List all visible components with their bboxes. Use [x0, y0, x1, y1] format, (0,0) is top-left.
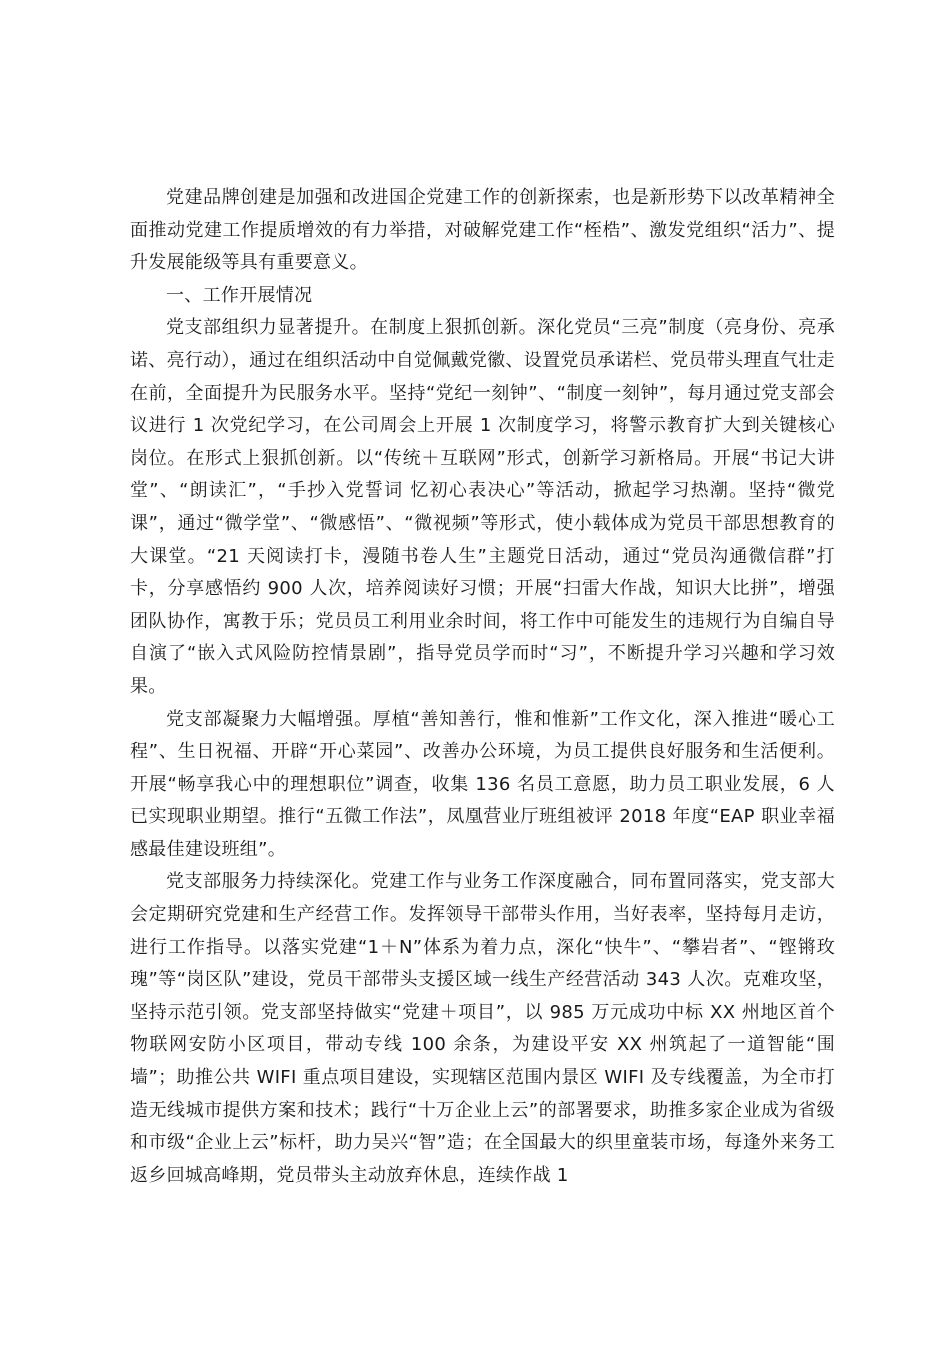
- document-body: [130, 182, 835, 1192]
- intro-paragraph: 党建品牌创建是加强和改进国企党建工作的创新探索，也是新形势下以改革精神全面推动党建工作提质增效的有力举措，对破解党建工作“桎梏”、激发党组织“活力”、提升发展能级等具有重要意义。: [130, 187, 835, 274]
- cohesion-paragraph: 党支部凝聚力大幅增强。厚植“善知善行，惟和惟新”工作文化，深入推进“暖心工程”、生日祝福、开辟“开心菜园”、改善办公环境，为员工提供良好服务和生活便利。开展“畅享我心中的理想职位”调查，收集 136 名员工意愿，助力员工职业发展，6 人已实现职业期望。推行“五微工作法”，凤凰营业厅班组被评 2018 年度“EAP 职业幸福感最佳建设班组”。: [130, 708, 835, 860]
- service-paragraph: 党支部服务力持续深化。党建工作与业务工作深度融合，同布置同落实，党支部大会定期研究党建和生产经营工作。发挥领导干部带头作用，当好表率，坚持每月走访，进行工作指导。以落实党建“1＋N”体系为着力点，深化“快牛”、“攀岩者”、“铿锵玫瑰”等“岗区队”建设，党员干部带头支援区域一线生产经营活动 343 人次。克难攻坚，坚持示范引领。党支部坚持做实“党建＋项目”，以 985 万元成功中标 XX 州地区首个物联网安防小区项目，带动专线 100 余条，为建设平安 XX 州筑起了一道智能“围墙”；助推公共 WIFI 重点项目建设，实现辖区范围内景区 WIFI 及专线覆盖，为全市打造无线城市提供方案和技术；践行“十万企业上云”的部署要求，助推多家企业成为省级和市级“企业上云”标杆，助力吴兴“智”造；在全国最大的织里童装市场，每逢外来务工返乡回城高峰期，党员带头主动放弃休息，连续作战 1: [130, 871, 835, 1186]
- section-heading: 一、工作开展情况: [166, 284, 313, 306]
- organization-paragraph: 党支部组织力显著提升。在制度上狠抓创新。深化党员“三亮”制度（亮身份、亮承诺、亮行动），通过在组织活动中自觉佩戴党徽、设置党员承诺栏、党员带头理直气壮走在前，全面提升为民服务水平。坚持“党纪一刻钟”、“制度一刻钟”，每月通过党支部会议进行 1 次党纪学习，在公司周会上开展 1 次制度学习，将警示教育扩大到关键核心岗位。在形式上狠抓创新。以“传统＋互联网”形式，创新学习新格局。开展“书记大讲堂”、“朗读汇”，“手抄入党誓词 忆初心表决心”等活动，掀起学习热潮。坚持“微党课”，通过“微学堂”、“微感悟”、“微视频”等形式，使小载体成为党员干部思想教育的大课堂。“21 天阅读打卡，漫随书卷人生”主题党日活动，通过“党员沟通微信群”打卡，分享感悟约 900 人次，培养阅读好习惯；开展“扫雷大作战，知识大比拼”，增强团队协作，寓教于乐；党员员工利用业余时间，将工作中可能发生的违规行为自编自导自演了“嵌入式风险防控情景剧”，指导党员学而时“习”，不断提升学习兴趣和学习效果。: [130, 317, 835, 697]
